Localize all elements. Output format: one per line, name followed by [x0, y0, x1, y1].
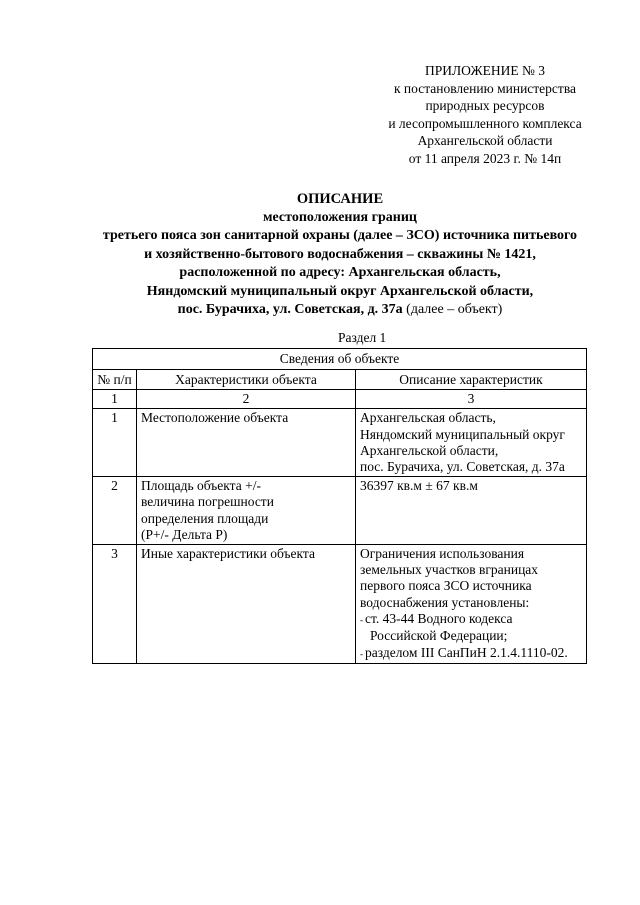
cell-line: Иные характеристики объекта — [141, 546, 315, 562]
section-label: Раздел 1 — [338, 330, 387, 345]
table-row — [93, 545, 587, 664]
table-row — [93, 477, 587, 545]
cell-line: земельных участков вграницах — [360, 562, 539, 578]
row-number: 3 — [93, 545, 137, 664]
row-number: 1 — [93, 409, 137, 477]
table-caption: Сведения об объекте — [93, 349, 587, 370]
cell-line: (Р+/- Дельта Р) — [141, 526, 228, 542]
cell-line: пос. Бурачиха, ул. Советская, д. 37а — [360, 459, 565, 475]
restriction-text: разделом III СанПиН 2.1.4.1110-02. — [365, 645, 568, 661]
appendix-line: и лесопромышленного комплекса — [388, 115, 582, 131]
row-number: 2 — [93, 477, 137, 545]
header-number: № п/п — [93, 370, 137, 390]
restriction-item — [360, 611, 582, 628]
heading-address: пос. Бурачиха, ул. Советская, д. 37а — [177, 302, 403, 317]
heading-line: третьего пояса зон санитарной охраны (далее – ЗСО) источника питьевого — [102, 228, 578, 243]
column-number: 2 — [137, 390, 356, 409]
restriction-text: Российской Федерации; — [370, 628, 508, 644]
row-description — [356, 545, 587, 664]
heading-last-line — [40, 301, 640, 320]
cell-line: Архангельской области, — [360, 442, 499, 458]
heading-line: и хозяйственно-бытового водоснабжения – скважины № 1421, — [144, 246, 536, 262]
list-dash: - — [360, 649, 363, 660]
heading-line: расположенной по адресу: Архангельская область, — [179, 265, 501, 280]
heading-suffix: (далее – объект) — [402, 302, 503, 317]
cell-line: величина погрешности — [141, 494, 274, 510]
restriction-item — [360, 628, 582, 645]
header-description: Описание характеристик — [356, 370, 587, 390]
cell-line: Архангельская область, — [360, 410, 496, 426]
appendix-block — [300, 62, 640, 167]
column-number: 1 — [93, 390, 137, 409]
object-info-table — [92, 348, 587, 664]
cell-line: Площадь объекта +/- — [141, 478, 261, 494]
cell-line: Няндомский муниципальный округ — [360, 426, 565, 442]
cell-line: водоснабжения установлены: — [360, 594, 530, 610]
column-number-row — [93, 390, 587, 409]
cell-line: определения площади — [141, 510, 269, 526]
appendix-line: от 11 апреля 2023 г. № 14п — [408, 150, 562, 166]
table-row — [93, 409, 587, 477]
appendix-line: к постановлению министерства — [393, 80, 577, 96]
restriction-item — [360, 645, 582, 662]
cell-line: первого пояса ЗСО источника — [360, 578, 532, 594]
document-title: ОПИСАНИЕ — [296, 191, 384, 207]
cell-line: Местоположение объекта — [141, 410, 289, 426]
list-dash: - — [360, 614, 363, 625]
appendix-line: Архангельской области — [417, 133, 553, 148]
row-description — [356, 477, 587, 545]
cell-line: 36397 кв.м ± 67 кв.м — [360, 478, 478, 494]
row-characteristic — [137, 409, 356, 477]
row-description — [356, 409, 587, 477]
heading-line: местоположения границ — [263, 209, 417, 225]
header-characteristic: Характеристики объекта — [137, 370, 356, 390]
heading-line: Няндомский муниципальный округ Архангельской области, — [146, 283, 534, 299]
appendix-line: природных ресурсов — [425, 98, 545, 113]
column-number: 3 — [356, 390, 587, 409]
row-characteristic — [137, 477, 356, 545]
restriction-text: ст. 43-44 Водного кодекса — [365, 610, 513, 626]
appendix-line: ПРИЛОЖЕНИЕ № 3 — [424, 63, 546, 78]
cell-line: Ограничения использования — [360, 546, 525, 562]
row-characteristic — [137, 545, 356, 664]
table-header-row — [93, 370, 587, 390]
document-heading — [40, 190, 640, 320]
